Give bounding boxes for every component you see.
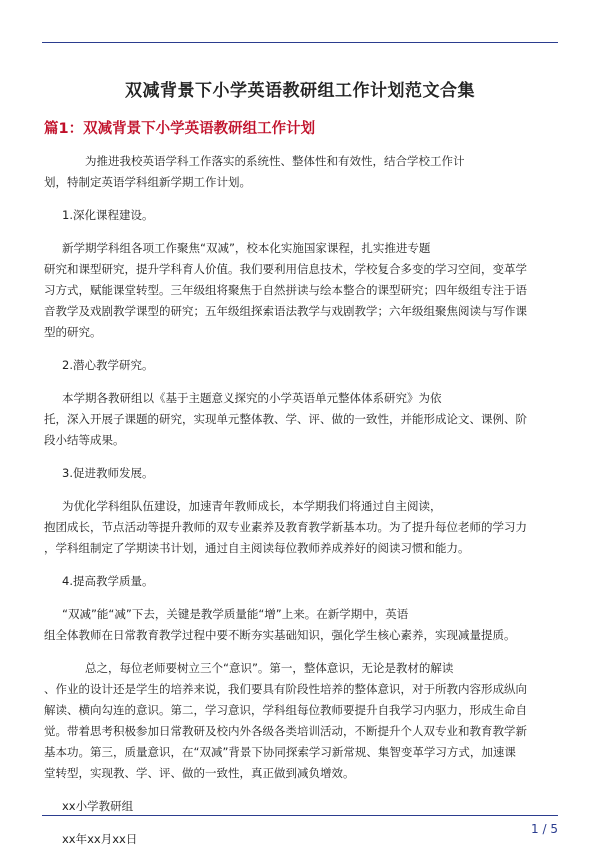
heading-3: 3.促进教师发展。 <box>62 466 154 480</box>
heading-1: 1.深化课程建设。 <box>62 208 154 222</box>
date: xx年xx月xx日 <box>62 832 138 846</box>
paragraph-development <box>44 496 562 559</box>
text-line: 为优化学科组队伍建设，加速青年教师成长，本学期我们将通过自主阅读， <box>62 499 442 513</box>
text-line: 划，特制定英语学科组新学期工作计划。 <box>44 175 251 189</box>
text-line: 音教学及戏剧教学课型的研究；五年级组探索语法教学与戏剧教学；六年级组聚焦阅读与写作课 <box>44 304 527 318</box>
text-line: 习方式，赋能课堂转型。三年级组将聚焦于自然拼读与绘本整合的课型研究；四年级组专注于语 <box>44 283 527 297</box>
text-line: 研究和课型研究，提升学科育人价值。我们要利用信息技术，学校复合多变的学习空间，变革学 <box>44 262 527 276</box>
paragraph-quality <box>44 604 562 646</box>
text-line: 抱团成长，节点活动等提升教师的双专业素养及教育教学新基本功。为了提升每位老师的学习力 <box>44 520 527 534</box>
text-line: 觉。带着思考积极参加日常教研及校内外各级各类培训活动，不断提升个人双专业和教育教学新 <box>44 724 527 738</box>
text-line: 基本功。第三，质量意识，在“双减”背景下协同探索学习新常规、集智变革学习方式，加速课 <box>44 745 516 759</box>
text-line: 型的研究。 <box>44 325 102 339</box>
text-line: 解读、横向勾连的意识。第二，学习意识，学科组每位教师要提升自我学习内驱力，形成生命自 <box>44 703 527 717</box>
document-title: 双减背景下小学英语教研组工作计划范文合集 <box>125 81 475 101</box>
text-line: 堂转型，实现教、学、评、做的一致性，真正做到减负增效。 <box>44 766 355 780</box>
text-line: 组全体教师在日常教育教学过程中要不断夯实基础知识，强化学生核心素养，实现减量提质。 <box>44 628 516 642</box>
paragraph-research <box>44 388 562 451</box>
page-number: 1 / 5 <box>531 822 558 836</box>
text-line: 托，深入开展子课题的研究，实现单元整体教、学、评、做的一致性，并能形成论文、课例、阶 <box>44 412 527 426</box>
paragraph-summary <box>44 658 562 784</box>
text-line: 、作业的设计还是学生的培养来说，我们要具有阶段性培养的整体意识，对于所教内容形成纵向 <box>44 682 527 696</box>
footer-rule <box>42 815 558 816</box>
heading-4: 4.提高教学质量。 <box>62 574 154 588</box>
paragraph-intro <box>44 151 562 193</box>
text-line: ，学科组制定了学期读书计划，通过自主阅读每位教师养成养好的阅读习惯和能力。 <box>44 541 470 555</box>
header-rule <box>42 42 558 43</box>
text-line: 本学期各教研组以《基于主题意义探究的小学英语单元整体体系研究》为依 <box>62 391 442 405</box>
paragraph-curriculum <box>44 238 562 343</box>
section-title: 篇1：双减背景下小学英语教研组工作计划 <box>44 121 316 137</box>
text-line: 为推进我校英语学科工作落实的系统性、整体性和有效性，结合学校工作计 <box>85 154 465 168</box>
text-line: 总之，每位老师要树立三个“意识”。第一，整体意识，无论是教材的解读 <box>85 661 454 675</box>
text-line: “双减”能“减”下去，关键是教学质量能“增”上来。在新学期中，英语 <box>62 607 409 621</box>
document-body <box>44 151 562 850</box>
heading-2: 2.潜心教学研究。 <box>62 358 154 372</box>
text-line: 新学期学科组各项工作聚焦“双减”，校本化实施国家课程，扎实推进专题 <box>62 241 431 255</box>
signature: xx小学教研组 <box>62 799 134 813</box>
text-line: 段小结等成果。 <box>44 433 125 447</box>
